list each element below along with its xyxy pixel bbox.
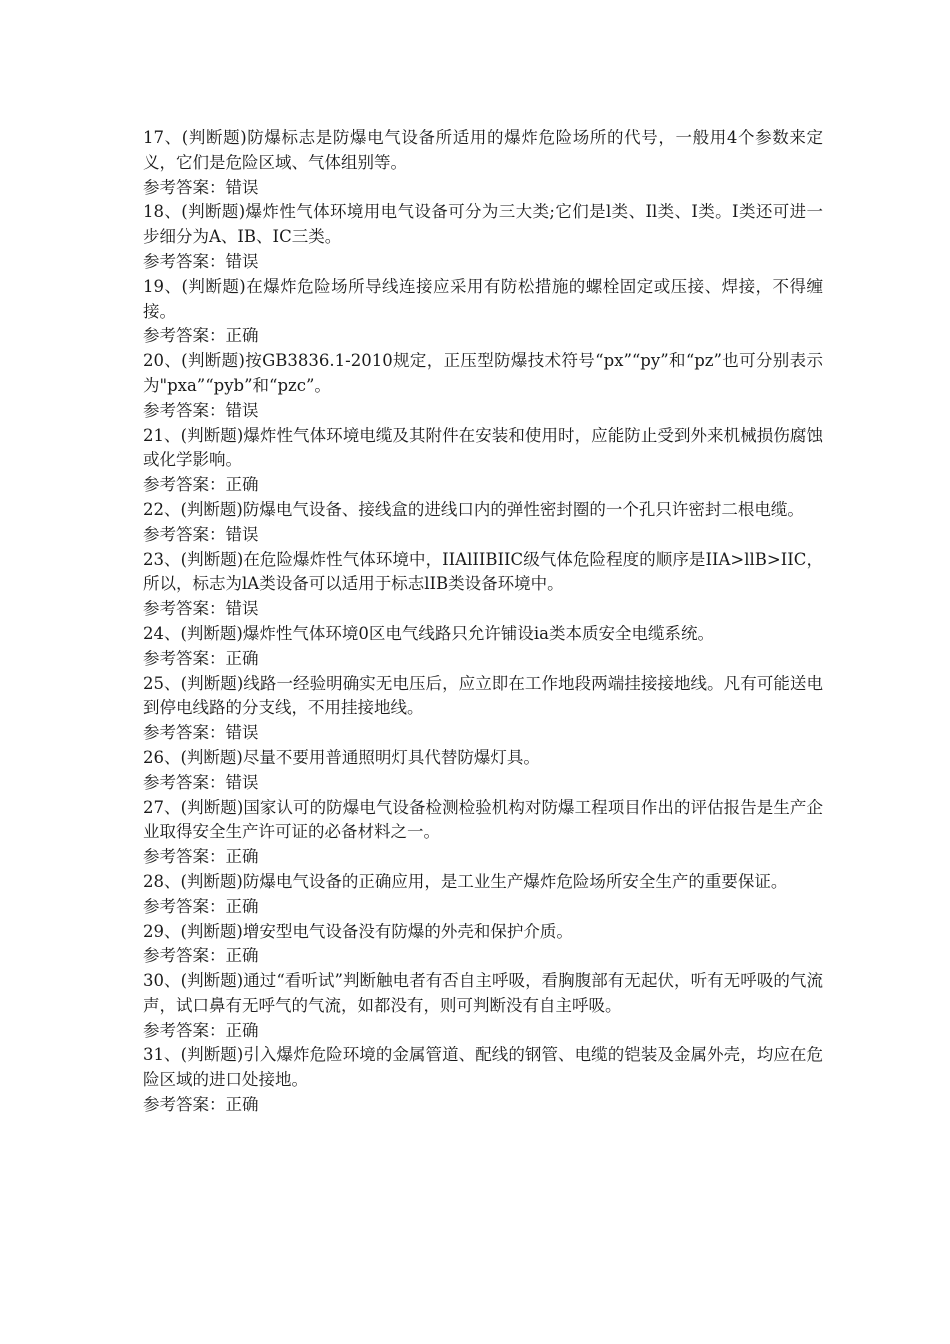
question-item [143, 969, 823, 1043]
answer-text: 参考答案：错误 [143, 400, 259, 420]
answer-text: 参考答案：正确 [143, 326, 259, 346]
question-item [143, 1043, 823, 1117]
question-item [143, 920, 823, 970]
answer-text: 参考答案：错误 [143, 723, 259, 743]
answer-text: 参考答案：正确 [143, 475, 259, 495]
question-text: 17、(判断题)防爆标志是防爆电气设备所适用的爆炸危险场所的代号，一般用4个参数来定义，它们是危险区域、气体组别等。 [143, 128, 823, 172]
answer-text: 参考答案：错误 [143, 772, 259, 792]
answer-text: 参考答案：正确 [143, 1020, 259, 1040]
answer-text: 参考答案：错误 [143, 177, 259, 197]
question-text: 28、(判断题)防爆电气设备的正确应用，是工业生产爆炸危险场所安全生产的重要保证。 [143, 871, 788, 891]
answer-text: 参考答案：错误 [143, 251, 259, 271]
document-page [143, 126, 823, 1118]
question-item [143, 870, 823, 920]
question-item [143, 796, 823, 870]
question-text: 23、(判断题)在危险爆炸性气体环境中，IIAlIIBIIC级气体危险程度的顺序是IIA>llB>IIC，所以，标志为lA类设备可以适用于标志lIB类设备环境中。 [143, 549, 823, 594]
question-text: 29、(判断题)增安型电气设备没有防爆的外壳和保护介质。 [143, 921, 573, 941]
question-text: 21、(判断题)爆炸性气体环境电缆及其附件在安装和使用时，应能防止受到外来机械损伤腐蚀或化学影响。 [143, 425, 823, 470]
question-text: 20、(判断题)按GB3836.1-2010规定，正压型防爆技术符号“px”“py”和“pz”也可分别表示为"pxa”“pyb”和“pzc”。 [143, 351, 823, 395]
question-item [143, 424, 823, 498]
question-item [143, 498, 823, 548]
question-item [143, 746, 823, 796]
question-item [143, 548, 823, 622]
answer-text: 参考答案：正确 [143, 896, 259, 916]
question-text: 19、(判断题)在爆炸危险场所导线连接应采用有防松措施的螺栓固定或压接、焊接，不得缠接。 [143, 276, 823, 321]
question-text: 26、(判断题)尽量不要用普通照明灯具代替防爆灯具。 [143, 747, 540, 767]
question-item [143, 672, 823, 746]
answer-text: 参考答案：正确 [143, 847, 259, 867]
question-item [143, 200, 823, 274]
question-text: 27、(判断题)国家认可的防爆电气设备检测检验机构对防爆工程项目作出的评估报告是生产企业取得安全生产许可证的必备材料之一。 [143, 797, 823, 842]
question-item [143, 126, 823, 200]
answer-text: 参考答案：正确 [143, 648, 259, 668]
answer-text: 参考答案：错误 [143, 599, 259, 619]
question-text: 31、(判断题)引入爆炸危险环境的金属管道、配线的钢管、电缆的铠装及金属外壳，均应在危险区域的进口处接地。 [143, 1045, 823, 1090]
answer-text: 参考答案：正确 [143, 946, 259, 966]
question-text: 22、(判断题)防爆电气设备、接线盒的进线口内的弹性密封圈的一个孔只许密封二根电缆。 [143, 499, 804, 519]
question-text: 18、(判断题)爆炸性气体环境用电气设备可分为三大类;它们是l类、Il类、I类。I类还可进一步细分为A、IB、IC三类。 [143, 202, 823, 247]
question-item [143, 349, 823, 423]
answer-text: 参考答案：错误 [143, 524, 259, 544]
answer-text: 参考答案：正确 [143, 1095, 259, 1115]
question-item [143, 622, 823, 672]
question-text: 24、(判断题)爆炸性气体环境0区电气线路只允许铺设ia类本质安全电缆系统。 [143, 623, 714, 643]
question-text: 25、(判断题)线路一经验明确实无电压后，应立即在工作地段两端挂接接地线。凡有可能送电到停电线路的分支线，不用挂接地线。 [143, 673, 823, 718]
question-text: 30、(判断题)通过“看听试”判断触电者有否自主呼吸，看胸腹部有无起伏，听有无呼吸的气流声，试口鼻有无呼气的气流，如都没有，则可判断没有自主呼吸。 [143, 971, 823, 1015]
question-item [143, 275, 823, 349]
